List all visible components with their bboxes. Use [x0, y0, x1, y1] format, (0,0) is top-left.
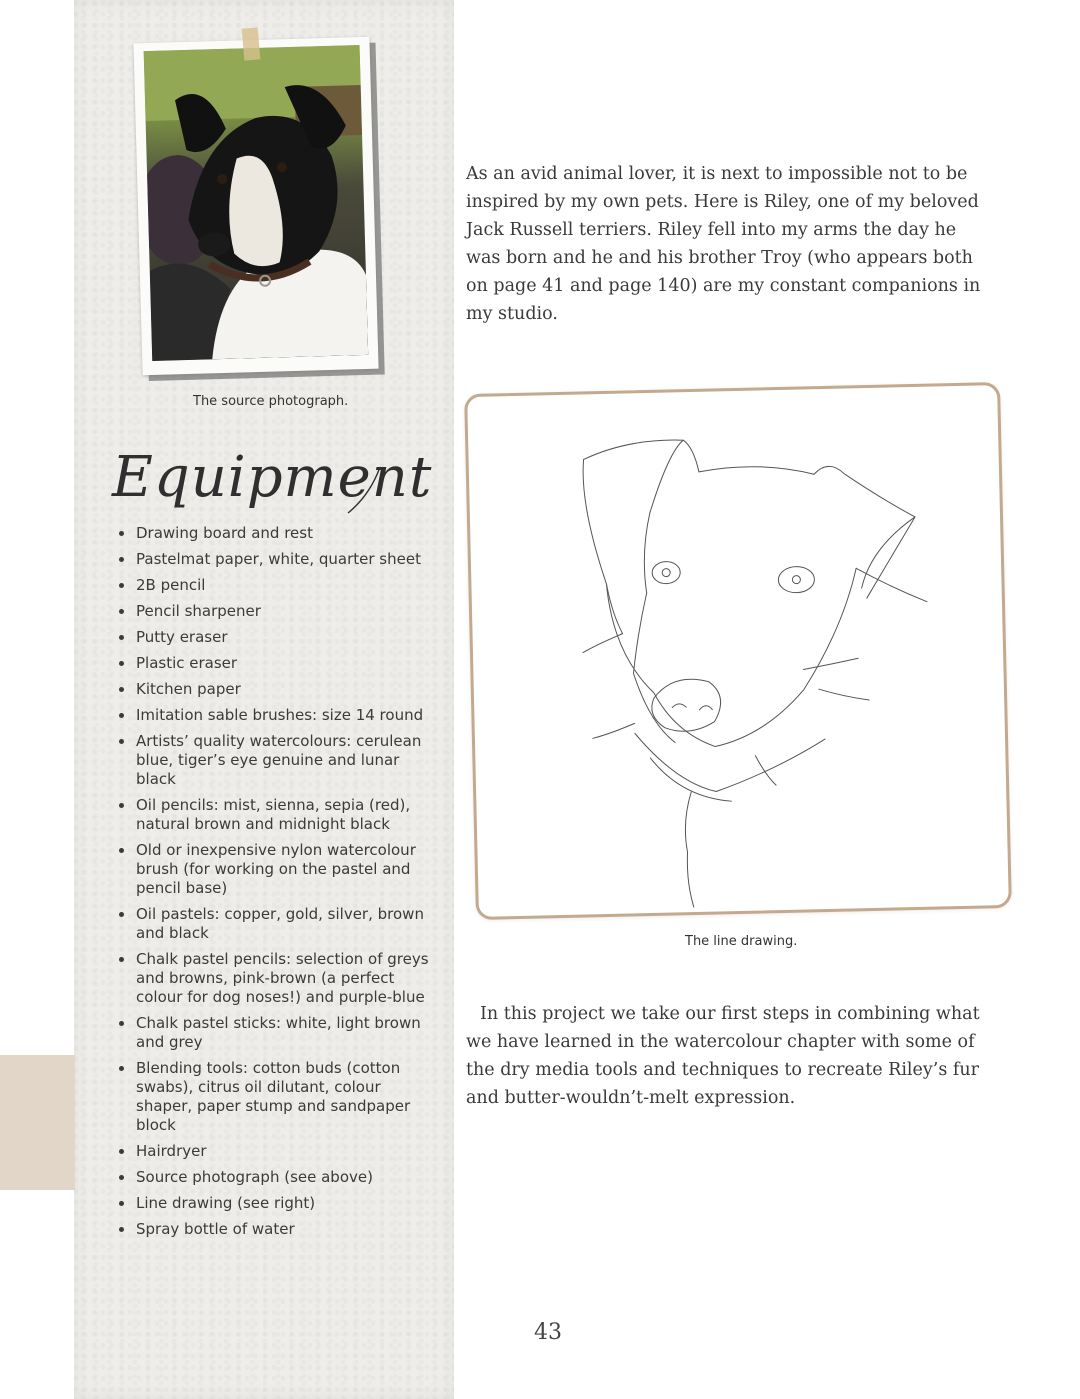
equipment-item: 2B pencil: [118, 576, 440, 595]
equipment-item: Imitation sable brushes: size 14 round: [118, 706, 440, 725]
equipment-item: Blending tools: cotton buds (cotton swabs), citrus oil dilutant, colour shaper, paper stump and sandpaper block: [118, 1059, 440, 1135]
equipment-item: Pencil sharpener: [118, 602, 440, 621]
equipment-item: Kitchen paper: [118, 680, 440, 699]
equipment-item: Putty eraser: [118, 628, 440, 647]
project-paragraph: In this project we take our first steps in combining what we have learned in the watercolour chapter with some of the dry media tools and techniques to recreate Riley’s fur and butter-wouldn’t-melt expression.: [466, 1004, 980, 1108]
chapter-tab: [0, 1055, 75, 1190]
equipment-item: Oil pencils: mist, sienna, sepia (red), natural brown and midnight black: [118, 796, 440, 834]
equipment-item: Hairdryer: [118, 1142, 440, 1161]
photo-caption: The source photograph.: [193, 394, 349, 409]
tape-strip: [242, 27, 261, 60]
intro-paragraph: As an avid animal lover, it is next to impossible not to be inspired by my own pets. Here is Riley, one of my beloved Jack Russell terriers. Riley fell into my arms the day he was born and he and his brother Troy (who appears both on page 41 and page 140) are my constant companions in my studio.: [466, 164, 981, 324]
equipment-item: Line drawing (see right): [118, 1194, 440, 1213]
heading-swash-decoration: [108, 455, 388, 535]
page-number: 43: [534, 1320, 562, 1345]
equipment-list: [118, 524, 440, 1246]
equipment-item: Pastelmat paper, white, quarter sheet: [118, 550, 440, 569]
equipment-item: Source photograph (see above): [118, 1168, 440, 1187]
equipment-item: Spray bottle of water: [118, 1220, 440, 1239]
source-photo: [144, 45, 369, 361]
line-drawing-image: [467, 385, 1009, 917]
equipment-item: Chalk pastel pencils: selection of greys and browns, pink-brown (a perfect colour for dog noses!) and purple-blue: [118, 950, 440, 1007]
dog-photo-image: [144, 45, 369, 361]
equipment-item: Drawing board and rest: [118, 524, 440, 543]
equipment-item: Old or inexpensive nylon watercolour brush (for working on the pastel and pencil base): [118, 841, 440, 898]
line-drawing-card: [464, 382, 1012, 920]
source-photo-frame: [133, 37, 378, 375]
equipment-heading: Equipment: [112, 445, 433, 510]
equipment-item: Chalk pastel sticks: white, light brown and grey: [118, 1014, 440, 1052]
equipment-item: Oil pastels: copper, gold, silver, brown and black: [118, 905, 440, 943]
drawing-caption: The line drawing.: [685, 934, 798, 949]
equipment-item: Artists’ quality watercolours: cerulean blue, tiger’s eye genuine and lunar black: [118, 732, 440, 789]
equipment-item: Plastic eraser: [118, 654, 440, 673]
